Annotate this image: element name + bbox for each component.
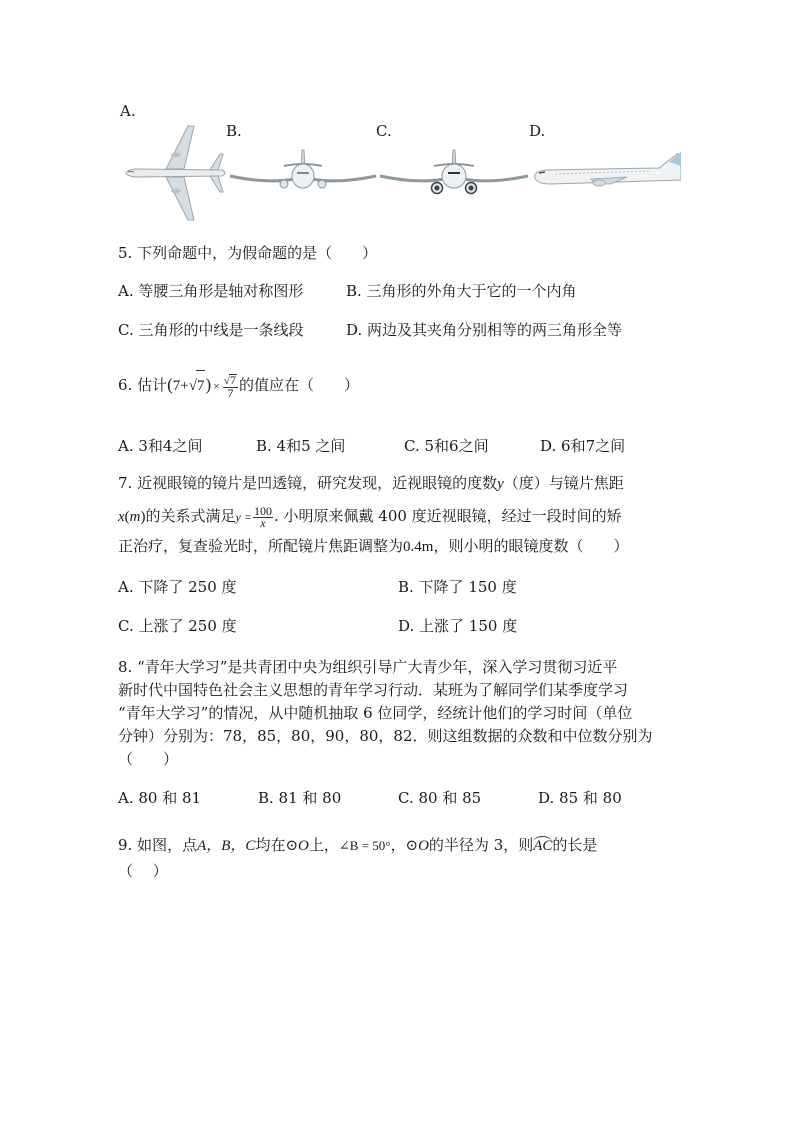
q8-option-b: B. 81 和 80: [258, 789, 342, 807]
q9-angle: ∠B = 50°: [338, 838, 391, 853]
q7-value: 0.4m: [403, 539, 434, 555]
q6-plus: +: [180, 378, 189, 394]
q8-line5: （ ）: [118, 750, 179, 768]
q4-option-c-label: C.: [376, 122, 392, 140]
q9-line2: （ ）: [118, 862, 168, 880]
q8-line3: “青年大学习”的情况，从中随机抽取 6 位同学，经统计他们的学习时间（单位: [118, 704, 633, 722]
q7-formula-fraction: $\frac{100}{x}$: [253, 503, 272, 530]
q8-line1: 8. “青年大学习”是共青团中央为组织引导广大青少年，深入学习贯彻习近平: [118, 658, 618, 676]
q5-option-c: C. 三角形的中线是一条线段: [118, 321, 304, 339]
q6-option-b: B. 4和5 之间: [256, 437, 346, 455]
q6-option-d: D. 6和7之间: [540, 437, 626, 455]
q8-line2: 新时代中国特色社会主义思想的青年学习行动．某班为了解同学们某季度学习: [118, 681, 629, 699]
q7-line3: 正治疗，复查验光时，所配镜片焦距调整为0.4m，则小明的眼镜度数（ ）: [118, 537, 629, 555]
q4-option-b-label: B.: [226, 122, 242, 140]
q8-line4: 分钟）分别为：78，85，80，90，80，82．则这组数据的众数和中位数分别为: [118, 727, 653, 745]
q7-option-d: D. 上涨了 150 度: [398, 617, 518, 635]
q5-option-b: B. 三角形的外角大于它的一个内角: [346, 282, 577, 300]
q8-option-c: C. 80 和 85: [398, 789, 482, 807]
q9-line1: 9. 如图，点A，B，C均在⊙O上，∠B = 50°，⊙O的半径为 3，则AC的长是: [118, 836, 598, 854]
q6-seven: 7: [172, 378, 181, 394]
q9-arc-ac: AC: [533, 838, 553, 854]
q6-prefix: 6. 估计: [118, 376, 168, 394]
q7-var-y: y: [497, 476, 504, 492]
q7-option-b: B. 下降了 150 度: [398, 578, 517, 596]
q8-option-d: D. 85 和 80: [538, 789, 622, 807]
q6-times: ×: [213, 379, 220, 393]
q8-option-a: A. 80 和 81: [118, 789, 202, 807]
q7-line1: 7. 近视眼镜的镜片是凹透镜，研究发现，近视眼镜的度数y（度）与镜片焦距: [118, 474, 624, 492]
airplane-side-view-image: [531, 150, 681, 190]
q4-option-a-label: A.: [120, 102, 136, 120]
q9-circle-o: O: [298, 838, 309, 854]
q6-option-c: C. 5和6之间: [404, 437, 489, 455]
airplane-front-view-image: [228, 146, 378, 194]
q6-fraction: $\frac{√7}{7}$: [223, 372, 236, 400]
q5-option-a: A. 等腰三角形是轴对称图形: [118, 282, 304, 300]
q7-var-x: x: [118, 509, 125, 525]
q4-option-d-label: D.: [529, 122, 546, 140]
q6-option-a: A. 3和4之间: [118, 437, 203, 455]
q5-option-d: D. 两边及其夹角分别相等的两三角形全等: [346, 321, 623, 339]
q7-option-a: A. 下降了 250 度: [118, 578, 237, 596]
q6-radicand: 7: [196, 370, 206, 401]
airplane-front-view-engines-image: [378, 146, 530, 198]
q6-stem: 6. 估计(7+√7) × $\frac{√7}{7}$ 的值应在（ ）: [118, 370, 359, 401]
q7-line2: x(m)的关系式满足y = $\frac{100}{x}$ . 小明原来佩戴 400 度近视眼镜，经过一段时间的矫: [118, 503, 622, 530]
q7-formula-lhs: y =: [235, 510, 252, 524]
q9-points: A，B，C: [197, 838, 256, 854]
q6-suffix: 的值应在（ ）: [238, 376, 359, 394]
q5-stem: 5. 下列命题中，为假命题的是（ ）: [118, 244, 378, 262]
airplane-top-view-image: [122, 124, 230, 222]
q7-option-c: C. 上涨了 250 度: [118, 617, 237, 635]
